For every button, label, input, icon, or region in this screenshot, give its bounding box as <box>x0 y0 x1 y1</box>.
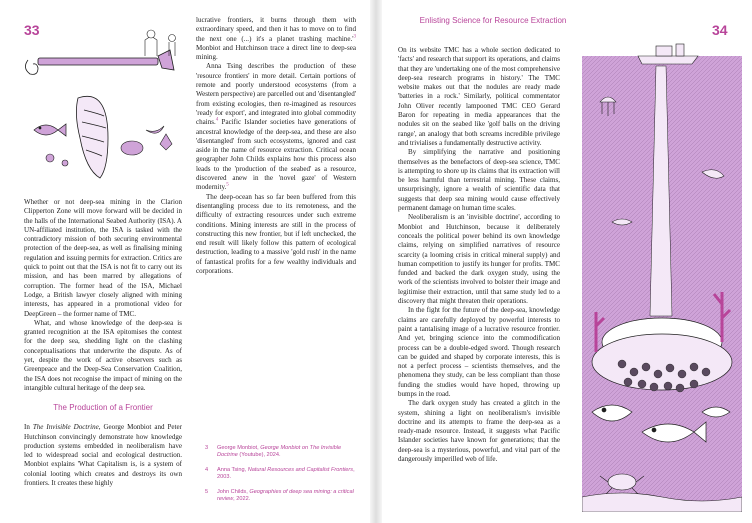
paragraph: On its website TMC has a whole section dedicated to 'facts' and research that support its operations, and claims that they are 'undertaking one of the most comprehensive deep-sea research programs in history.' The TMC website makes out that the nodules are ready made 'batteries in a rock.' Similarly, political commentator John Oliver recently lampooned TMC CEO Gerard Baron for repeating in media appearances that the nodules sit on the seabed like 'golf balls on the driving range', an analogy that both screams incredible privilege and trivialises a fundamentally destructive activity. <box>398 46 560 147</box>
left-column-2 <box>196 16 356 276</box>
paragraph: What, and whose knowledge of the deep-sea is granted recognition at the ISA epitomises the contest for the deep sea, shedding light on the clashing conceptualisations that underwrite the dispute. As of yet, despite the work of active observers such as Greenpeace and the Deep-Sea Conservation Coalition, the ISA does not recognise the impact of mining on the intangible cultural heritage of the deep sea. <box>24 318 182 392</box>
right-column <box>398 46 560 464</box>
illustration-deep-sea-mining <box>582 42 742 512</box>
paragraph: The dark oxygen study has created a glitch in the system, shining a light on neoliberalism's invisible doctrine and its attempts to frame the deep-sea as a ready-made resource. Instead, it suggests what Pacific Islander societies have known for generations; that the deep-sea is a mysterious, powerful, and vital part of the dangerously imperilled web of life. <box>398 399 560 464</box>
paragraph: Whether or not deep-sea mining in the Clarion Clipperton Zone will move forward will be decided in the halls of the International Seabed Authority (ISA). A UN-affiliated institution, the ISA is tasked with the contradictory mission of both securing environmental protection of the deep-sea, as well as finalising mining regulation and issuing permits for extraction. Critics are quick to point out that the ISA is not fit to carry out its mission, and has been marred by allegations of corruption. The former head of the ISA, Michael Lodge, a British lawyer closely aligned with mining interests, has appeared in a promotional video for DeepGreen – the former name of TMC. <box>24 198 182 318</box>
paragraph: By simplifying the narrative and positioning themselves as the benefactors of deep-sea science, TMC is attempting to shore up its claims that its extraction will be less harmful than terrestrial mining. These claims, unsurprisingly, ignore a wealth of scientific data that suggests that deep sea mining would cause effectively permanent damage on human time scales. <box>398 148 560 213</box>
running-head: Enlisting Science for Resource Extraction <box>419 16 567 25</box>
footnote: 5 John Childs, Geographies of deep sea mining: a critical review, 2022. <box>205 489 354 502</box>
footnote-ref[interactable]: 5 <box>226 183 229 188</box>
footnote-ref[interactable]: 3 <box>353 34 356 40</box>
illustration-tools-and-shells <box>20 18 190 203</box>
page-number-right: 34 <box>712 22 728 38</box>
paragraph: lucrative frontiers, it burns through them with extraordinary speed, and then it has to move on to find the next one (...) it's a planet trashing $machine.'^3$ Monbiot and Hutchinson trace a direct line to deep-sea mining. <box>196 16 356 62</box>
book-gutter <box>370 0 382 523</box>
right-page <box>382 0 752 523</box>
section-heading: The Production of a Frontier <box>53 403 153 413</box>
paragraph: In The Invisible Doctrine, George Monbiot and Peter Hutchinson convincingly demonstrate how knowledge production systems embedded in neoliberalism have led to widespread social and ecological destruction. Monbiot explains 'What Capitalism is, is a system of colonial looting which creates and destroys its own frontiers. It creates these highly <box>24 423 182 488</box>
paragraph: Anna Tsing describes the production of these 'resource frontiers' in more detail. Certain portions of remote and poorly understood ecosystems (from a Western perspective) are parcelled out and 'disentangled' from existing ecologies, then re-imagined as resources 'ready for export', and integrated into global commodity chains.$^4$ Pacific Islander societies have generations of ancestral knowledge of the deep-sea, and these are also 'disentangled' from such ecosystems, ignored and cast aside in the name of resource extraction. Critical ocean geographer John Childs explains how this process also leads to the 'production of the seabed' as a resource, discovered anew in the 'novel gaze' of Western modernity.$^5$ <box>196 62 356 192</box>
page-number-left: 33 <box>24 22 40 38</box>
footnote: 4 Anna Tsing, Natural Resources and Capitalist Frontiers, 2003. <box>205 467 355 480</box>
paragraph: The deep-ocean has so far been buffered from this disentangling process due to its remoteness, and the difficulty of extracting resources under such extreme conditions. Mining interests are still in the process of constructing this new frontier, but if left unchecked, the end result will likely follow this pattern of ecological destruction, leading to a massive 'gold rush' in the name of fantastical profits for a few wealthy individuals and corporations. <box>196 192 356 276</box>
footnote: 3 George Monbiot, George Monbiot on The Invisible Doctrine (Youtube), 2024. <box>205 445 342 458</box>
footnotes <box>205 445 355 511</box>
paragraph: In the fight for the future of the deep-sea, knowledge claims are carefully deployed by powerful interests to paint a tantalising image of a lucrative resource frontier. And yet, bringing science into the commodification process can be a double-edged sword. Though research can be guided and shaped by corporate interests, this is not a perfect process – scientists themselves, and the phenomena they study, can be less compliant than those funding the studies would have hoped, throwing up bumps in the road. <box>398 306 560 398</box>
left-column-1 <box>24 198 182 488</box>
footnote-ref[interactable]: 4 <box>215 117 219 123</box>
left-page <box>0 0 370 523</box>
paragraph: Neoliberalism is an 'invisible doctrine', according to Monbiot and Hutchinson, because it deliberately conceals the political power behind its own knowledge claims, relying on simplified narratives of resource scarcity (a looming crisis in critical mineral supply) and human competition to justify its hunger for profits. TMC funded and backed the dark oxygen study, using the work of the scientists involved to bolster their image and legitimise their extraction, until that same study led to a discovery that might threaten their operations. <box>398 213 560 306</box>
